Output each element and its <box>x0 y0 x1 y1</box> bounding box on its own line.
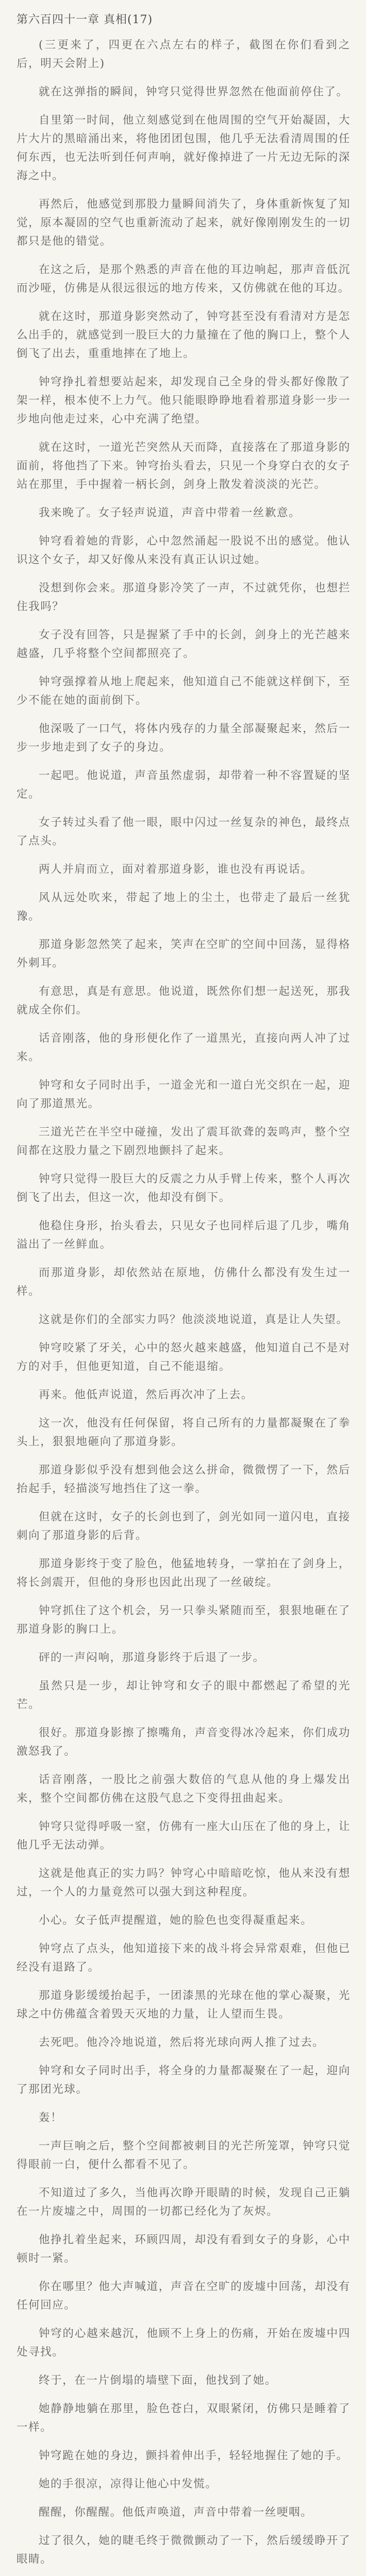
chapter-paragraph: 在这之后，是那个熟悉的声音在他的耳边响起，那声音低沉而沙哑，仿佛是从很远很远的地方传来，又仿佛就在他的耳边。 <box>16 263 351 295</box>
chapter-paragraph: 小心。女子低声提醒道，她的脸色也变得凝重起来。 <box>39 1914 313 1927</box>
chapter-paragraph: 就在这时，一道光芒突然从天而降，直接落在了那道身影的面前，将他挡了下来。钟穹抬头看去，只见一个身穿白衣的女子站在那里，手中握着一柄长剑，剑身上散发着淡淡的光芒。 <box>16 441 351 491</box>
chapter-paragraph: 钟穹只觉得一股巨大的反震之力从手臂上传来，整个人再次倒飞了出去，但这一次，他却没有倒下。 <box>16 1173 351 1204</box>
chapter-paragraph: 再来。他低声说道，然后再次冲了上去。 <box>39 1388 253 1401</box>
chapter-paragraph: 这就是你们的全部实力吗？他淡淡地说道，真是让人失望。 <box>39 1313 348 1326</box>
chapter-paragraph: 他挣扎着坐起来，环顾四周，却没有看到女子的身影，心中顿时一紧。 <box>16 2233 351 2265</box>
chapter-paragraph: 醒醒，你醒醒。他低声唤道，声音中带着一丝哽咽。 <box>39 2506 313 2519</box>
chapter-paragraph: 三道光芒在半空中碰撞，发出了震耳欲聋的轰鸣声，整个空间都在这股力量之下剧烈地颤抖了起来。 <box>16 1126 351 1157</box>
chapter-paragraph: 砰的一声闷响，那道身影终于后退了一步。 <box>39 1651 265 1664</box>
chapter-paragraph: 钟穹挣扎着想要站起来，却发现自己全身的骨头都好像散了架一样，根本使不上力气。他只能眼睁睁地看着那道身影一步一步地向他走过来，心中充满了绝望。 <box>16 376 351 426</box>
chapter-paragraph: 女子没有回答，只是握紧了手中的长剑，剑身上的光芒越来越盛，几乎将整个空间都照亮了。 <box>16 629 351 660</box>
chapter-paragraph: 女子转过头看了他一眼，眼中闪过一丝复杂的神色，最终点了点头。 <box>16 816 351 848</box>
chapter-paragraph: 你在哪里？他大声喊道，声音在空旷的废墟中回荡，却没有任何回应。 <box>16 2280 351 2312</box>
chapter-paragraph: 钟穹强撑着从地上爬起来，他知道自己不能就这样倒下，至少不能在她的面前倒下。 <box>16 675 351 707</box>
chapter-paragraph: 钟穹看着她的背影，心中忽然涌起一股说不出的感觉。他认识这个女子，却又好像从来没有真正认识过她。 <box>16 535 351 566</box>
chapter-paragraph: 话音刚落，一股比之前强大数倍的气息从他的身上爆发出来，整个空间都仿佛在这股气息之下变得扭曲起来。 <box>16 1773 351 1805</box>
chapter-paragraph: 钟穹和女子同时出手，一道金光和一道白光交织在一起，迎向了那道黑光。 <box>16 1079 351 1110</box>
chapter-paragraph: 有意思，真是有意思。他说道，既然你们想一起送死，那我就成全你们。 <box>16 985 351 1016</box>
chapter-paragraph: 钟穹跪在她的身边，颤抖着伸出手，轻轻地握住了她的手。 <box>39 2449 348 2462</box>
chapter-paragraph: 我来晚了。女子轻声说道，声音中带着一丝歉意。 <box>39 506 301 519</box>
chapter-paragraph: 钟穹抓住了这个机会，另一只拳头紧随而至，狠狠地砸在了那道身影的胸口上。 <box>16 1604 351 1636</box>
chapter-paragraph: 不知道过了多久，当他再次睁开眼睛的时候，发现自己正躺在一片废墟之中，周围的一切都已经化为了灰烬。 <box>16 2187 351 2218</box>
chapter-paragraph: 没想到你会来。那道身影冷笑了一声，不过就凭你，也想拦住我吗？ <box>16 582 351 613</box>
chapter-paragraph: 他深吸了一口气，将体内残存的力量全部凝聚起来，然后一步一步地走到了女子的身边。 <box>16 722 351 754</box>
chapter-paragraph: 风从远处吹来，带起了地上的尘土，也带走了最后一丝犹豫。 <box>16 891 351 923</box>
chapter-paragraph: 她的手很凉，凉得让他心中发慌。 <box>39 2478 218 2490</box>
chapter-paragraph: 那道身影似乎没有想到他会这么拼命，微微愣了一下，然后抬起手，轻描淡写地挡住了这一拳。 <box>16 1464 351 1495</box>
chapter-paragraph: 再然后，他感觉到那股力量瞬间消失了，身体重新恢复了知觉，原本凝固的空气也重新流动了起来，就好像刚刚发生的一切都只是他的错觉。 <box>16 198 351 248</box>
chapter-paragraph: 钟穹咬紧了牙关，心中的怒火越来越盛，他知道自己不是对方的对手，但他更知道，自己不能退缩。 <box>16 1342 351 1373</box>
chapter-paragraph: 两人并肩而立，面对着那道身影，谁也没有再说话。 <box>39 863 313 876</box>
chapter-paragraph: 就在这时，那道身影突然动了，钟穹甚至没有看清对方是怎么出手的，就感觉到一股巨大的力量撞在了他的胸口上，整个人倒飞了出去，重重地摔在了地上。 <box>16 310 351 360</box>
chapter-paragraph: 很好。那道身影擦了擦嘴角，声音变得冰冷起来，你们成功激怒我了。 <box>16 1726 351 1758</box>
chapter-paragraph: 他稳住身形，抬头看去，只见女子也同样后退了几步，嘴角溢出了一丝鲜血。 <box>16 1219 351 1251</box>
chapter-paragraph: (三更来了，四更在六点左右的样子，截图在你们看到之后，明天会附上) <box>16 39 351 70</box>
chapter-paragraph: 一声巨响之后，整个空间都被刺目的光芒所笼罩，钟穹只觉得眼前一白，便什么都看不见了。 <box>16 2140 351 2171</box>
chapter-paragraph: 那道身影忽然笑了起来，笑声在空旷的空间中回荡，显得格外刺耳。 <box>16 938 351 970</box>
chapter-paragraph: 这一次，他没有任何保留，将自己所有的力量都凝聚在了拳头上，狠狠地砸向了那道身影。 <box>16 1417 351 1448</box>
chapter-paragraph: 但就在这时，女子的长剑也到了，剑光如同一道闪电，直接刺向了那道身影的后背。 <box>16 1511 351 1542</box>
chapter-paragraph: 那道身影缓缓抬起手，一团漆黑的光球在他的掌心凝聚，光球之中仿佛蕴含着毁天灭地的力量，让人望而生畏。 <box>16 1989 351 2021</box>
chapter-paragraph: 话音刚落，他的身形便化作了一道黑光，直接向两人冲了过来。 <box>16 1032 351 1063</box>
chapter-paragraph: 钟穹和女子同时出手，将全身的力量都凝聚在了一起，迎向了那团光球。 <box>16 2064 351 2096</box>
chapter-paragraph: 过了很久，她的睫毛终于微微颤动了一下，然后缓缓睁开了眼睛。 <box>16 2534 351 2566</box>
chapter-paragraph: 终于，在一片倒塌的墙壁下面，他找到了她。 <box>39 2374 277 2387</box>
chapter-paragraph: 这就是他真正的实力吗？钟穹心中暗暗吃惊，他从来没有想过，一个人的力量竟然可以强大到这种程度。 <box>16 1867 351 1899</box>
chapter-title: 第六百四十一章 真相(17) <box>16 13 153 26</box>
chapter-paragraph: 一起吧。他说道，声音虽然虚弱，却带着一种不容置疑的坚定。 <box>16 769 351 801</box>
chapter-paragraph: 钟穹只觉得呼吸一窒，仿佛有一座大山压在了他的身上，让他几乎无法动弹。 <box>16 1820 351 1852</box>
chapter-paragraph: 而那道身影，却依然站在原地，仿佛什么都没有发生过一样。 <box>16 1266 351 1298</box>
chapter-paragraph: 自里第一时间，他立刻感觉到在他周围的空气开始凝固，大片大片的黑暗涌出来，将他团团包围，他几乎无法看清周围的任何东西，也无法听到任何声响，就好像掉进了一片无边无际的深海之中。 <box>16 114 351 182</box>
chapter-paragraph: 那道身影终于变了脸色，他猛地转身，一掌拍在了剑身上，将长剑震开，但他的身形也因此出现了一丝破绽。 <box>16 1557 351 1589</box>
chapter-paragraph: 去死吧。他冷冷地说道，然后将光球向两人推了过去。 <box>39 2036 325 2049</box>
chapter-paragraph: 就在这弹指的瞬间，钟穹只觉得世界忽然在他面前停住了。 <box>39 86 348 98</box>
chapter-paragraph: 轰！ <box>39 2111 63 2124</box>
chapter-paragraph: 虽然只是一步，却让钟穹和女子的眼中都燃起了希望的光芒。 <box>16 1680 351 1711</box>
chapter-paragraph: 她静静地躺在那里，脸色苍白，双眼紧闭，仿佛只是睡着了一样。 <box>16 2402 351 2434</box>
chapter-paragraph: 钟穹的心越来越沉，他顾不上身上的伤痛，开始在废墟中四处寻找。 <box>16 2327 351 2359</box>
chapter-body <box>16 36 351 2576</box>
chapter-paragraph: 钟穹点了点头，他知道接下来的战斗将会异常艰难，但他已经没有退路了。 <box>16 1942 351 1974</box>
